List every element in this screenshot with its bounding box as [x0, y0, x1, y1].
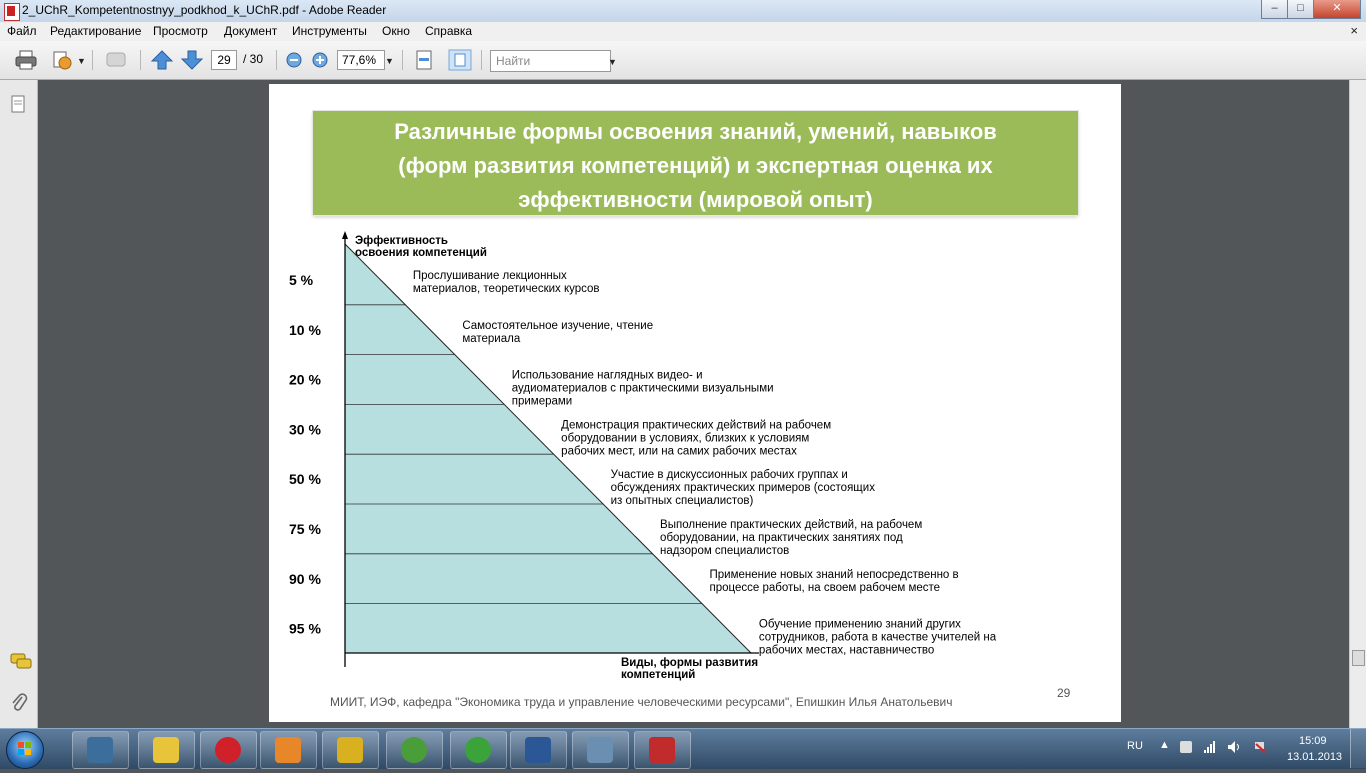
clock-time[interactable]: 15:09	[1299, 735, 1327, 747]
media-player-icon	[275, 737, 301, 763]
fit-page-icon[interactable]	[448, 49, 472, 71]
percent-label: 90 %	[289, 570, 321, 587]
lottery-icon	[337, 737, 363, 763]
effectiveness-chart	[269, 84, 1121, 689]
page-number-input[interactable]: 29	[211, 50, 237, 70]
signal-icon[interactable]	[1204, 741, 1216, 753]
menu-window[interactable]: Окно	[382, 24, 410, 38]
zoom-level-select[interactable]: 77,6%	[337, 50, 385, 70]
y-axis-arrow	[342, 231, 348, 239]
method-label: оборудовании в условиях, близких к условиям	[561, 432, 810, 445]
toolbar-separator	[140, 50, 141, 70]
taskbar-file-explorer-button[interactable]	[138, 731, 195, 769]
menu-view[interactable]: Просмотр	[153, 24, 208, 38]
taskbar-paint-button[interactable]	[572, 731, 629, 769]
volume-icon[interactable]	[1228, 741, 1240, 753]
percent-label: 20 %	[289, 371, 321, 388]
taskbar-utorrent-button[interactable]	[450, 731, 507, 769]
method-label: Применение новых знаний непосредственно в	[709, 568, 959, 581]
vertical-scrollbar[interactable]	[1349, 80, 1366, 728]
word-icon	[525, 737, 551, 763]
menu-tools[interactable]: Инструменты	[292, 24, 367, 38]
document-close-icon[interactable]: ×	[1350, 23, 1358, 38]
print-icon[interactable]	[14, 49, 38, 71]
comments-panel-icon[interactable]	[10, 652, 32, 670]
method-label: Выполнение практических действий, на рабочем	[660, 519, 923, 531]
find-input[interactable]: Найти	[490, 50, 611, 72]
method-label: материала	[462, 332, 521, 345]
menu-document[interactable]: Документ	[224, 24, 278, 38]
file-explorer-icon	[153, 737, 179, 763]
title-bar	[0, 0, 1366, 23]
method-label: оборудовании, на практических занятиях под	[660, 532, 903, 544]
attachments-panel-icon[interactable]	[10, 692, 28, 714]
start-button[interactable]	[6, 731, 44, 769]
comment-icon[interactable]	[104, 49, 128, 71]
percent-label: 10 %	[289, 321, 321, 338]
window-title: 2_UChR_Kompetentnostnyy_podkhod_k_UChR.pdf - Adobe Reader	[22, 3, 387, 17]
toolbar-separator	[402, 50, 403, 70]
method-label: Обучение применению знаний других	[758, 618, 961, 631]
taskbar-lottery-button[interactable]	[322, 731, 379, 769]
menu-file[interactable]: Файл	[7, 24, 37, 38]
windows-logo-icon	[7, 732, 43, 768]
taskbar-media-player-button[interactable]	[260, 731, 317, 769]
method-label: обсуждениях практических примеров (состоящих	[610, 482, 875, 495]
show-desktop-button[interactable]	[1350, 729, 1366, 768]
method-label: Прослушивание лекционных	[412, 270, 567, 282]
find-dropdown-icon[interactable]: ▼	[608, 57, 617, 67]
calculator-icon	[87, 737, 113, 763]
minimize-button[interactable]: –	[1261, 0, 1288, 19]
toolbar-separator	[481, 50, 482, 70]
previous-page-icon[interactable]	[150, 49, 174, 71]
method-label: сотрудников, работа в качестве учителей на	[758, 631, 997, 644]
menu-edit[interactable]: Редактирование	[50, 24, 142, 38]
taskbar-opera-button[interactable]	[200, 731, 257, 769]
x-axis-label: Виды, формы развития	[621, 657, 759, 669]
network-icon[interactable]	[1254, 741, 1266, 753]
share-icon[interactable]	[50, 49, 74, 71]
adobe-reader-icon	[4, 3, 20, 21]
zoom-in-icon[interactable]	[310, 49, 330, 71]
pages-panel-icon[interactable]	[10, 94, 28, 114]
taskbar-chrome-button[interactable]	[386, 731, 443, 769]
document-page	[269, 84, 1121, 722]
toolbar-separator	[276, 50, 277, 70]
method-label: аудиоматериалов с практическими визуальными	[511, 382, 774, 395]
method-label: процессе работы, на своем рабочем месте	[709, 581, 941, 594]
toolbar-separator	[92, 50, 93, 70]
fit-width-icon[interactable]	[412, 49, 436, 71]
slide-title-line: Различные формы освоения знаний, умений, навыков	[394, 119, 997, 144]
zoom-out-icon[interactable]	[284, 49, 304, 71]
method-label: надзором специалистов	[660, 545, 790, 557]
menu-help[interactable]: Справка	[425, 24, 473, 38]
close-button[interactable]: ✕	[1313, 0, 1361, 19]
x-axis-label: компетенций	[621, 669, 696, 681]
taskbar-adobe-reader-button[interactable]	[634, 731, 691, 769]
adobe-reader-icon	[649, 737, 675, 763]
maximize-button[interactable]: □	[1287, 0, 1314, 19]
percent-label: 95 %	[289, 620, 321, 637]
share-dropdown-icon[interactable]: ▼	[77, 56, 86, 66]
taskbar-calculator-button[interactable]	[72, 731, 129, 769]
slide-title-line: (форм развития компетенций) и экспертная оценка их	[398, 153, 993, 178]
usb-icon[interactable]	[1180, 741, 1192, 753]
toolbar	[0, 41, 1366, 80]
opera-icon	[215, 737, 241, 763]
zoom-dropdown-icon[interactable]: ▼	[385, 56, 394, 66]
slide-footer: МИИТ, ИЭФ, кафедра "Экономика труда и управление человеческими ресурсами", Епишкин Илья Анатольевич	[330, 695, 953, 709]
method-label: рабочих местах, наставничество	[758, 644, 935, 657]
slide-title-line: эффективности (мировой опыт)	[518, 187, 873, 212]
y-axis-label: освоения компетенций	[355, 247, 487, 259]
clock-date[interactable]: 13.01.2013	[1287, 751, 1343, 763]
method-label: материалов, теоретических курсов	[412, 283, 600, 295]
y-axis-label: Эффективность	[355, 235, 448, 247]
percent-label: 5 %	[289, 272, 314, 288]
method-label: Демонстрация практических действий на рабочем	[561, 419, 832, 432]
taskbar	[0, 728, 1366, 769]
paint-icon	[587, 737, 613, 763]
menu-bar	[0, 22, 1366, 41]
utorrent-icon	[465, 737, 491, 763]
method-label: Использование наглядных видео- и	[511, 369, 703, 382]
chrome-icon	[401, 737, 427, 763]
method-label: из опытных специалистов)	[610, 495, 754, 508]
method-label: Участие в дискуссионных рабочих группах и	[610, 469, 848, 482]
percent-label: 50 %	[289, 471, 321, 488]
method-label: рабочих мест, или на самих рабочих местах	[561, 445, 797, 458]
language-indicator[interactable]: RU	[1127, 740, 1143, 752]
show-hidden-icons[interactable]: ▲	[1159, 739, 1170, 751]
taskbar-word-button[interactable]	[510, 731, 567, 769]
page-total: / 30	[243, 52, 264, 66]
method-label: примерами	[511, 395, 573, 408]
next-page-icon[interactable]	[180, 49, 204, 71]
left-navigation-pane	[0, 80, 38, 728]
scrollbar-thumb[interactable]	[1352, 650, 1365, 666]
percent-label: 75 %	[289, 521, 321, 537]
method-label: Самостоятельное изучение, чтение	[462, 319, 654, 332]
percent-label: 30 %	[289, 421, 321, 438]
slide-page-number: 29	[1057, 686, 1071, 700]
